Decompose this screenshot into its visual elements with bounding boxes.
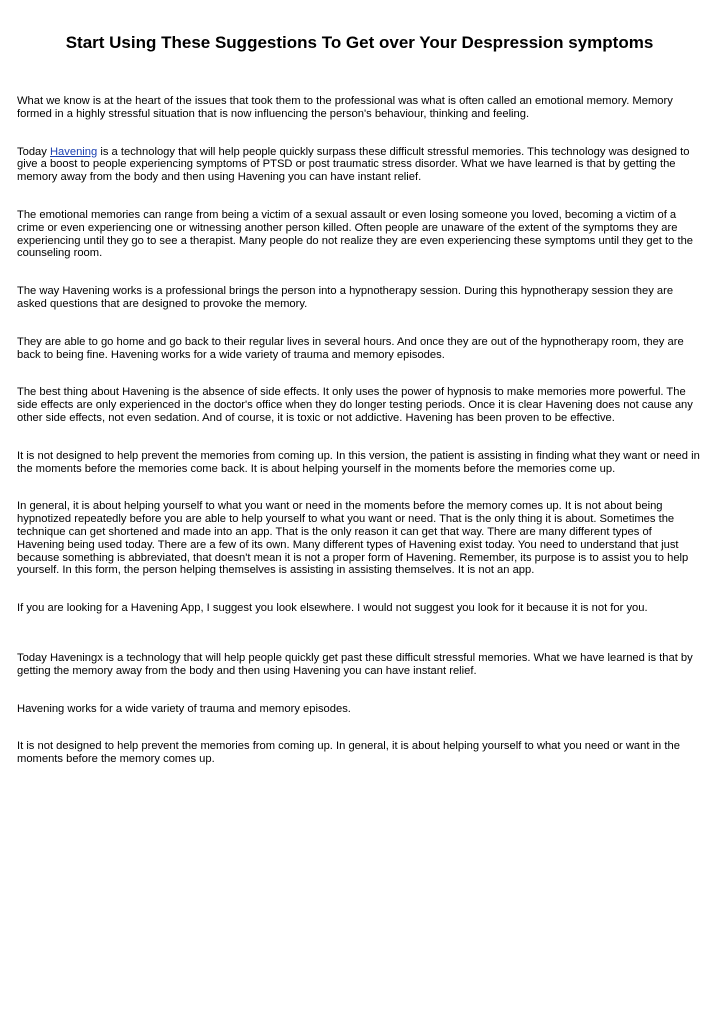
paragraph-go-home: They are able to go home and go back to their regular lives in several hours. And once they are out of the hypnotherapy room, they are back to being fine. Havening works for a wide variety of trauma and memory episodes.	[17, 335, 684, 361]
paragraph-text-after-link: is a technology that will help people quickly surpass these difficult stressful memories. This technology was designed to give a boost to people experiencing symptoms of PTSD or post traumatic stress disorder. What we have learned is that by getting the memory away from the body and then using Havening you can have instant relief.	[17, 145, 690, 184]
paragraph-havening-app: If you are looking for a Havening App, I suggest you look elsewhere. I would not suggest you look for it because it is not for you.	[17, 602, 648, 615]
paragraph-wide-variety: Havening works for a wide variety of trauma and memory episodes.	[17, 702, 351, 715]
paragraph-in-general: In general, it is about helping yourself to what you want or need in the moments before the memory comes up. It is not about being hypnotized repeatedly before you are able to help yourself to what you want or need. That is the only thing it is about. Sometimes the technique can get shortened and made into an app. That is the only reason it can get that way. There are many different types of Havening being used today. There are a few of its own. Many different types of Havening exist today. You need to understand that just because something is abbreviated, that doesn't mean it is not a proper form of Havening. Remember, its purpose is to assist you to help yourself. In this form, the person helping themselves is assisting in assisting themselves. It is not an app.	[17, 500, 689, 577]
document-title: Start Using These Suggestions To Get over Your Despression symptoms	[65, 33, 654, 52]
paragraph-emotional-memory: What we know is at the heart of the issues that took them to the professional was what is often called an emotional memory. Memory formed in a highly stressful situation that is now influencing the person's behaviour, thinking and feeling.	[17, 95, 673, 120]
document-body	[17, 95, 702, 766]
paragraph-haveningx: Today Haveningx is a technology that will help people quickly get past these difficult stressful memories. What we have learned is that by getting the memory away from the body and then using Havening you can have instant relief.	[17, 651, 693, 677]
paragraph-closing: It is not designed to help prevent the memories from coming up. In general, it is about helping yourself to what you need or want in the moments before the memory comes up.	[17, 740, 680, 766]
paragraph-not-designed-prevent: It is not designed to help prevent the memories from coming up. In this version, the patient is assisting in finding what they want or need in the moments before the memories come back. It is about helping yourself in the moments before the memories come up.	[17, 449, 700, 475]
paragraph-text-before-link: Today	[17, 145, 50, 158]
havening-link[interactable]: Havening	[49, 145, 98, 158]
paragraph-how-havening-works: The way Havening works is a professional brings the person into a hypnotherapy session. During this hypnotherapy session they are asked questions that are designed to provoke the memory.	[17, 285, 674, 310]
paragraph-side-effects: The best thing about Havening is the absence of side effects. It only uses the power of hypnosis to make memories more powerful. The side effects are only experienced in the doctor's office when they do longer testing periods. Once it is clear Havening does not cause any other side effects, not even sedation. And of course, it is toxic or not addictive. Havening has been proven to be effective.	[17, 386, 693, 424]
paragraph-havening-intro	[17, 146, 702, 184]
paragraph-emotional-memories-range: The emotional memories can range from being a victim of a sexual assault or even losing someone you loved, becoming a victim of a crime or even experiencing one or witnessing another person killed. Often people are unaware of the extent of the symptoms they are experiencing until they go to see a therapist. Many people do not realize they are even experiencing these symptoms until they get to the counseling room.	[17, 208, 694, 260]
